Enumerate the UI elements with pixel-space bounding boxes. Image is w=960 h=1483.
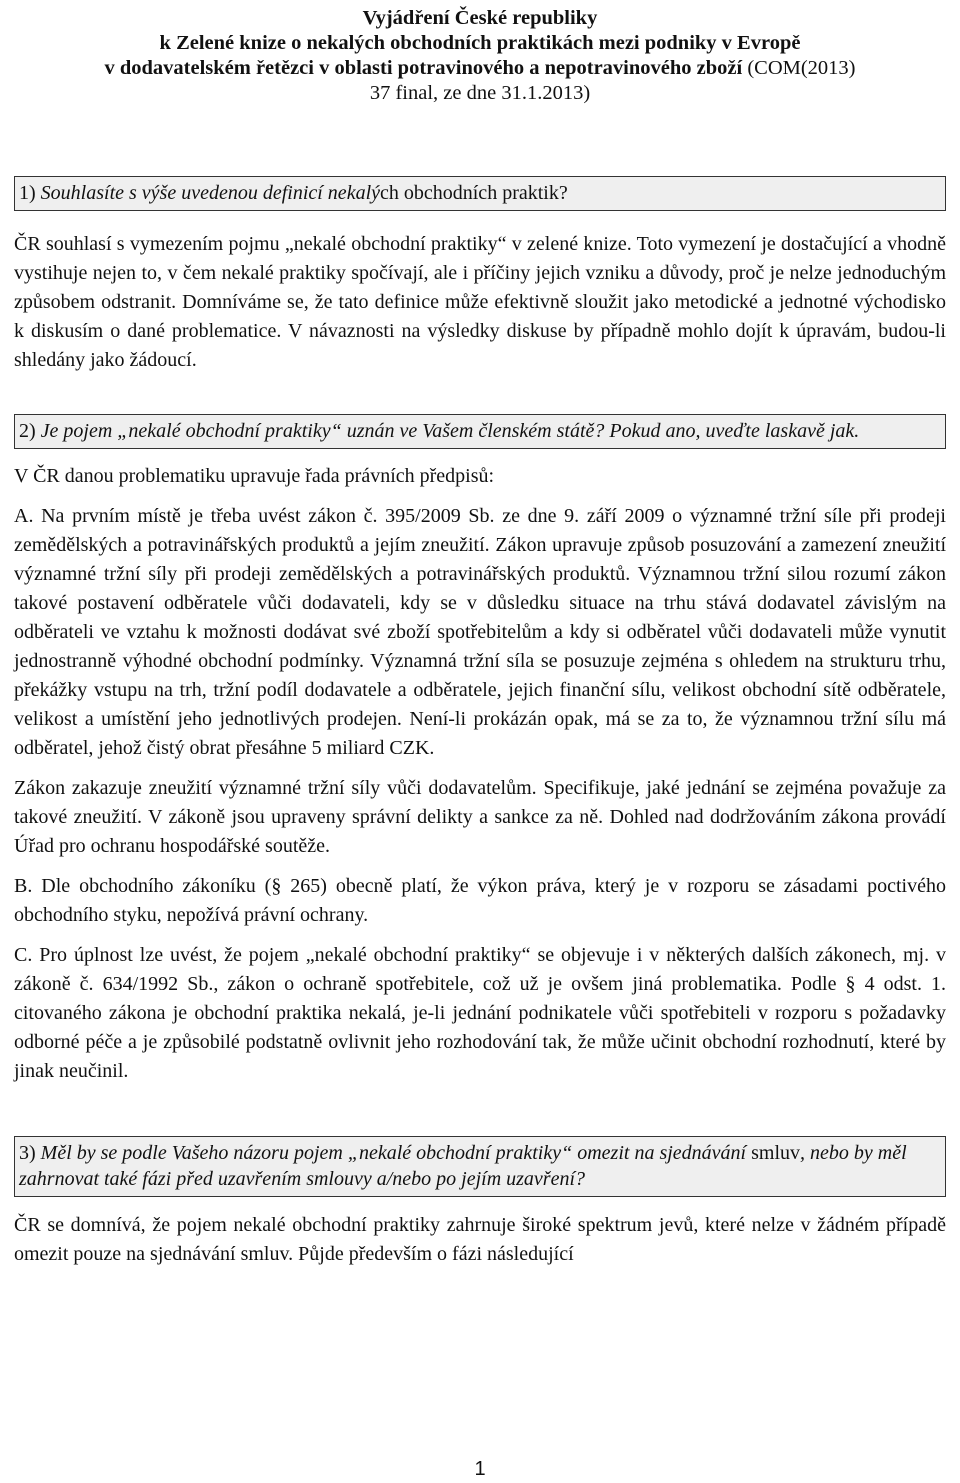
answer-2-paragraph-a1: A. Na prvním místě je třeba uvést zákon č. 395/2009 Sb. ze dne 9. září 2009 o významné tržní síle při prodeji zemědělských a potravinářských produktů a jejím zneužití. Zákon upravuje způsob posuzování a zamezení zneužití významné tržní síly při prodeji zemědělských a potravinářských produktů. Významnou tržní silou rozumí zákon takové postavení odběratele vůči dodavateli, kdy se v důsledku situace na trhu stává dodavatel závislým na odběrateli ve vztahu k možnosti dodávat své zboží spotřebitelům a kdy si odběratel vůči dodavateli může vynutit jednostranně výhodné obchodní podmínky. Významná tržní síla se posuzuje zejména s ohledem na strukturu trhu, překážky vstupu na trh, tržní podíl dodavatele a odběratele, jejich finanční sílu, velikost obchodní sítě odběratele, velikost a umístění jeho jednotlivých prodejen. Není-li prokázán opak, má se za to, že významnou tržní sílu má odběratel, jehož čistý obrat přesáhne 5 miliard CZK. <box>14 505 946 759</box>
title-line-3 <box>14 56 946 81</box>
question-1-number: 1) <box>19 182 41 204</box>
document-page <box>14 0 946 1269</box>
answer-2-paragraph-b: B. Dle obchodního zákoníku (§ 265) obecně platí, že výkon práva, který je v rozporu se zásadami poctivého obchodního styku, nepožívá právní ochrany. <box>14 875 946 926</box>
question-3-italic-2: , nebo by měl zahrnovat také fázi před uzavřením smlouvy a/nebo po jejím uzavření? <box>19 1142 907 1190</box>
title-line-3-normal: (COM(2013) <box>742 57 856 79</box>
page-number: 1 <box>474 1458 486 1480</box>
question-1-rest: ch obchodních praktik? <box>380 182 568 204</box>
question-3-number: 3) <box>19 1142 41 1164</box>
answer-1-paragraph: ČR souhlasí s vymezením pojmu „nekalé obchodní praktiky“ v zelené knize. Toto vymezení je dostačující a vhodně vystihuje nejen to, v čem nekalé praktiky spočívají, ale i příčiny jejich vzniku a důvody, proč je nelze jednoduchým způsobem odstranit. Domníváme se, že tato definice může efektivně sloužit jako metodické a jednotné východisko k diskusím o dané problematice. V návaznosti na výsledky diskuse by případně mohlo dojít k úpravám, budou-li shledány jako žádoucí. <box>14 233 946 371</box>
question-2-text: Je pojem „nekalé obchodní praktiky“ uznán ve Vašem členském státě? Pokud ano, uveďte laskavě jak. <box>40 420 860 442</box>
answer-2-paragraph-c: C. Pro úplnost lze uvést, že pojem „nekalé obchodní praktiky“ se objevuje i v některých dalších zákonech, mj. v zákoně č. 634/1992 Sb., zákon o ochraně spotřebitele, což už je ovšem jiná problematika. Podle § 4 odst. 1. citovaného zákona je obchodní praktika nekalá, je-li jednání podnikatele vůči spotřebiteli v rozporu s požadavky odborné péče a je způsobilé podstatně ovlivnit jeho rozhodování tak, že může učinit obchodní rozhodnutí, které by jinak neučinil. <box>14 944 946 1082</box>
answer-3-paragraph: ČR se domnívá, že pojem nekalé obchodní praktiky zahrnuje široké spektrum jevů, které nelze v žádném případě omezit pouze na sjednávání smluv. Půjde především o fázi následující <box>14 1214 946 1265</box>
question-2-box <box>14 414 946 449</box>
question-2-number: 2) <box>19 420 41 442</box>
title-line-4: 37 final, ze dne 31.1.2013) <box>369 82 591 104</box>
title-line-2: k Zelené knize o nekalých obchodních praktikách mezi podniky v Evropě <box>159 32 801 54</box>
question-1-box <box>14 176 946 211</box>
question-3-normal: smluv <box>746 1142 801 1164</box>
question-1-italic: Souhlasíte s výše uvedenou definicí nekalý <box>40 182 380 204</box>
title-line-1: Vyjádření České republiky <box>362 7 598 29</box>
question-3-italic-1: Měl by se podle Vašeho názoru pojem „nekalé obchodní praktiky“ omezit na sjednávání <box>40 1142 747 1164</box>
question-3-box <box>14 1136 946 1197</box>
answer-2-intro: V ČR danou problematiku upravuje řada právních předpisů: <box>14 465 495 487</box>
title-line-3-bold: v dodavatelském řetězci v oblasti potravinového a nepotravinového zboží <box>104 57 743 79</box>
document-title <box>14 6 946 106</box>
answer-2-paragraph-a2: Zákon zakazuje zneužití významné tržní síly vůči dodavatelům. Specifikuje, jaké jednání se zejména považuje za takové zneužití. V zákoně jsou upraveny správní delikty a sankce za ně. Dohled nad dodržováním zákona provádí Úřad pro ochranu hospodářské soutěže. <box>14 777 946 857</box>
